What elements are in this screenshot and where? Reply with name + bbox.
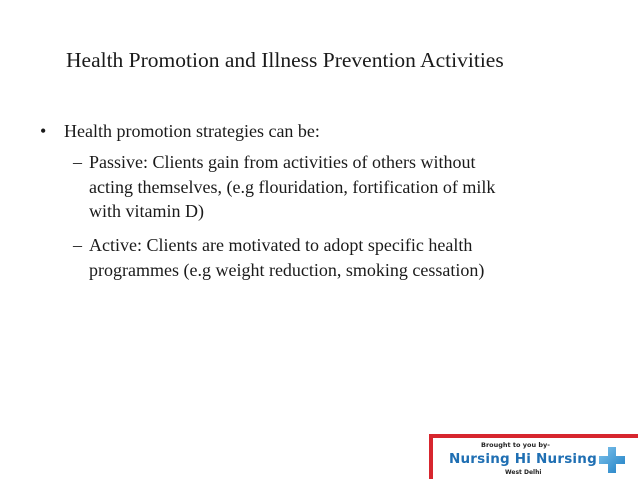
dash-marker: –	[73, 235, 82, 255]
text-line: with vitamin D)	[89, 201, 204, 221]
text-line: programmes (e.g weight reduction, smoking cessation)	[89, 259, 485, 280]
sub-item-text	[89, 150, 495, 224]
bullet-text: Health promotion strategies can be:	[64, 121, 320, 141]
text-line: acting themselves, (e.g flouridation, fortification of milk	[89, 176, 496, 197]
logo-brand-text: Nursing Hi Nursing	[449, 451, 597, 467]
nursing-logo-badge	[429, 434, 638, 479]
sub-item-text	[89, 233, 484, 282]
text-line: Passive: Clients gain from activities of others without	[89, 152, 476, 172]
logo-location-text: West Delhi	[505, 469, 542, 476]
slide-title: Health Promotion and Illness Prevention Activities	[66, 48, 504, 72]
medical-cross-icon	[598, 446, 626, 474]
dash-marker: –	[73, 152, 82, 172]
text-line: Active: Clients are motivated to adopt specific health	[89, 235, 473, 255]
logo-top-text: Brought to you by-	[481, 441, 550, 449]
bullet-marker: •	[40, 121, 47, 141]
